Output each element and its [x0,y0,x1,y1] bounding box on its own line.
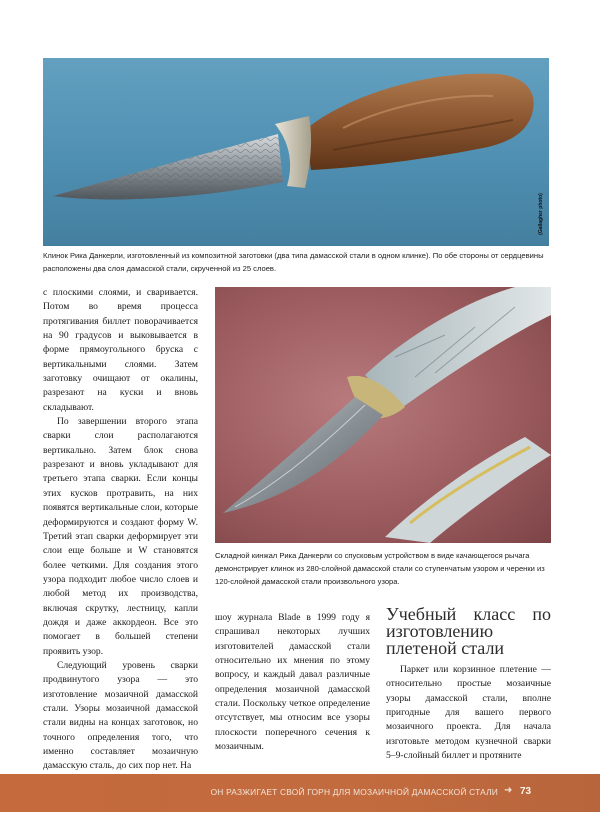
text-column-2 [215,611,370,754]
knife-photo [43,58,549,246]
paragraph: Следующий уровень сварки продвинутого узора — это изготовление мозаичной дамасской стали. Узоры мозаичной дамасской стали видны на концах заготовок, но точного определения того, что именно составляет мозаичную дамасскую сталь, до сих пор нет. На [43,659,198,772]
text-column-1 [43,286,198,774]
paragraph: Паркет или корзинное плетение — относительно простые мозаичные узоры дамасской стали, вполне пригодные для вашего первого мозаичного проекта. Для начала изготовьте методом кузнечной сварки 5–9-слойный биллет и протяните [386,664,551,762]
photo-credit: (Gallagher photo) [538,193,544,235]
paragraph: По завершении второго этапа сварки слои располагаются вертикально. Затем блок снова разрезают и вновь укладывают для третьего этапа сварки. Если концы этих кусков протравить, на них появятся вертикальные слои, которые деформируются и создают форму W. Третий этап сварки деформирует эти слои еще больше и W становятся более четкими. Для создания этого узора подходит любое число слоев и любой метод их производства, включая скрутку, лестницу, капли дождя и даже аккордеон. Все это помогает в большей степени проявить узор. [43,416,198,657]
photo-caption-1: Клинок Рика Данкерли, изготовленный из композитной заготовки (два типа дамасской стали в одном клинке). По обе стороны от сердцевины расположены два слоя дамасской стали, скрученной из 25 слоев. [43,251,544,273]
paragraph: шоу журнала Blade в 1999 году я спрашивал некоторых лучших изготовителей дамасской стали относительно их мнения по этому вопросу, и каждый давал различные определения мозаичной дамасской стали. Поскольку четкое определение отсутствует, мы относим все узоры плоскости поперечного сечения к мозаичным. [215,612,370,753]
section-heading: Учебный класс по изготовлению плетеной стали [386,604,551,658]
arrow-icon: ➜ [504,785,513,796]
text-column-3 [386,606,551,763]
knife-illustration [43,58,549,246]
paragraph: с плоскими слоями, и сваривается. Потом во время процесса протягивания биллет поворачивается на 90 градусов и выковывается в форме прямоугольного бруска с вертикальными слоями. Затем заготовку очищают от окалины, разрезают на куски и вновь складывают. [43,287,198,413]
dagger-photo [215,287,551,543]
running-title: ОН РАЗЖИГАЕТ СВОЙ ГОРН ДЛЯ МОЗАИЧНОЙ ДАМАССКОЙ СТАЛИ [210,787,498,797]
photo-caption-2: Складной кинжал Рика Данкерли со спусковым устройством в виде качающегося рычага демонстрирует клинок из 280-слойной дамасской стали со ступенчатым узором и черенки из 120-слойной дамасской стали произвольного узора. [215,551,545,586]
dagger-illustration [215,287,551,543]
page-number: 73 [520,786,532,797]
